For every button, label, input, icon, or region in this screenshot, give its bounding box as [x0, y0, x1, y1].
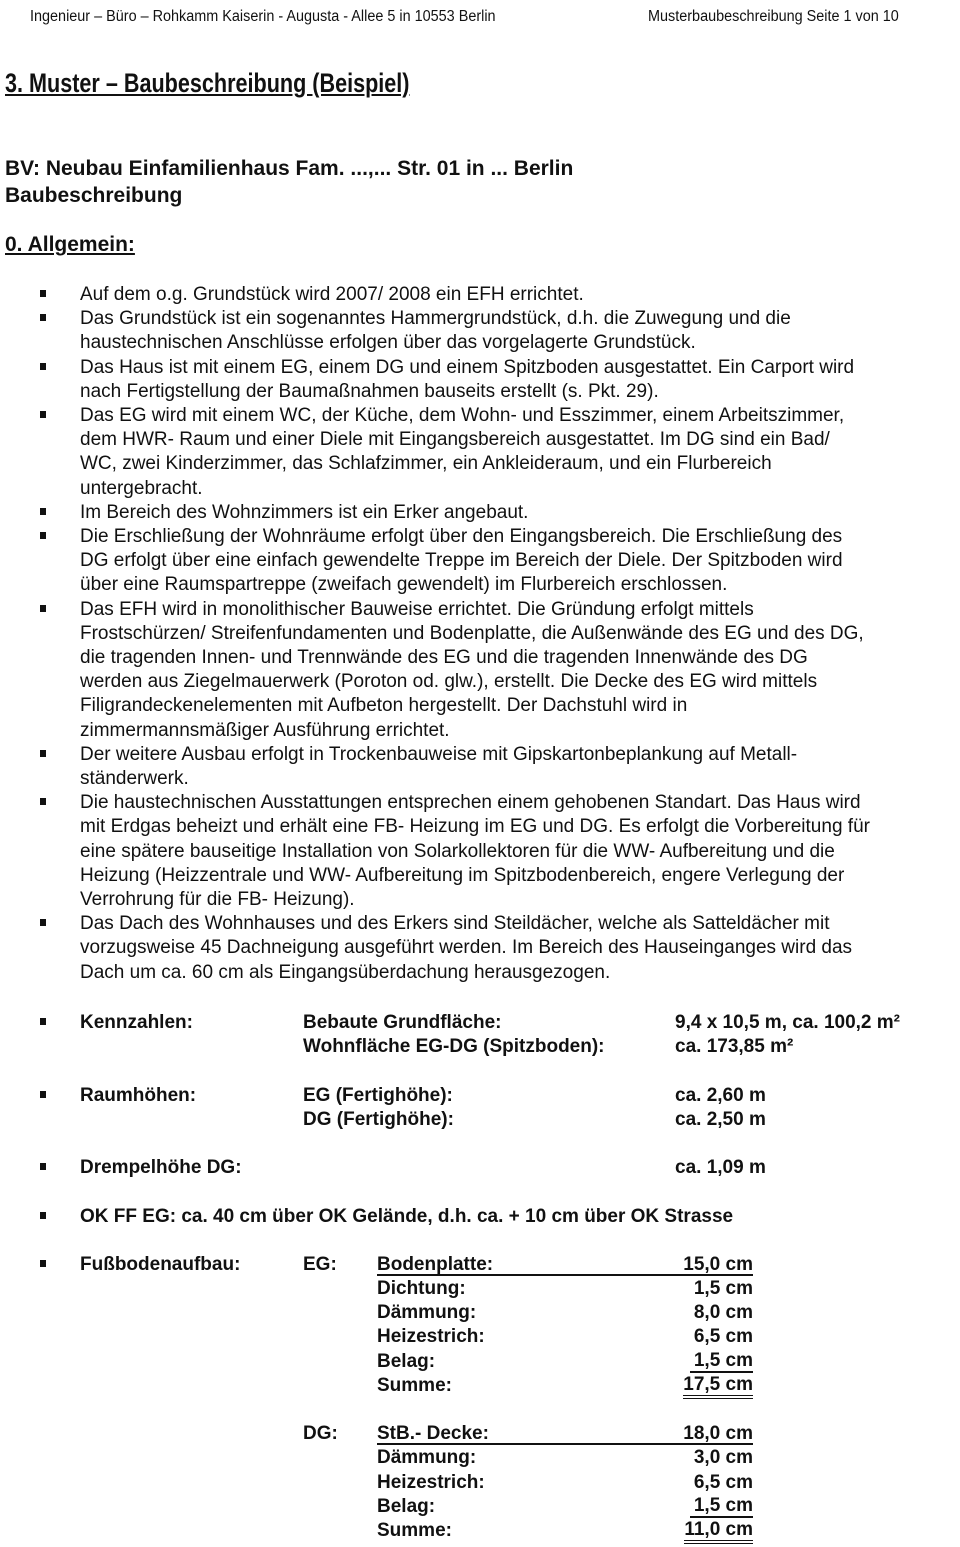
drempel-row [0, 1156, 960, 1180]
section-heading: 0. Allgemein: [5, 233, 135, 256]
key-figures [0, 1011, 960, 1543]
floor-row [0, 1325, 960, 1349]
layer-value: 1,5 cm [693, 1278, 753, 1300]
project-title: BV: Neubau Einfamilienhaus Fam. ...,... Str. 01 in ... Berlin [5, 157, 574, 180]
layer-value: 1,5 cm [690, 1495, 753, 1518]
floor-row [0, 1422, 960, 1446]
layer-name: Belag: [377, 1350, 436, 1372]
raumhoehen-row [0, 1108, 960, 1132]
header-right: Musterbaubeschreibung Seite 1 von 10 [648, 8, 899, 25]
bullet-line: WC, zwei Kinderzimmer, das Schlafzimmer, ein Ankleideraum, und ein Flurbereich [80, 453, 772, 475]
layer-name: Heizestrich: [377, 1471, 485, 1493]
layer-name: Dämmung: [377, 1447, 477, 1469]
bullet-line: Die Erschließung der Wohnräume erfolgt über den Eingangsbereich. Die Erschließung des [80, 526, 843, 548]
layer-name: Summe: [377, 1519, 452, 1541]
fact-value: ca. 2,50 m [675, 1108, 766, 1130]
bullet-line: Das EG wird mit einem WC, der Küche, dem Wohn- und Esszimmer, einem Arbeitszimmer, [80, 405, 845, 427]
layer-value: 17,5 cm [683, 1374, 753, 1399]
bullet-line: über eine Raumspartreppe (zweifach gewendelt) im Flurbereich erschlossen. [80, 574, 728, 596]
layer-value: 8,0 cm [693, 1302, 753, 1324]
raumhoehen-row [0, 1084, 960, 1108]
floor-row [0, 1471, 960, 1495]
layer-value: 11,0 cm [684, 1519, 753, 1544]
floor-row [0, 1495, 960, 1519]
floor-level-label: DG: [303, 1423, 338, 1445]
layer-row [377, 1422, 753, 1445]
layer-row [377, 1350, 753, 1373]
bullet-line: haustechnischen Anschlüsse erfolgen über das vorgelagerte Grundstück. [80, 332, 696, 354]
bullet-icon [40, 532, 46, 539]
bullet-icon [40, 919, 46, 926]
layer-value: 15,0 cm [683, 1253, 753, 1275]
bullet-icon [40, 1091, 46, 1098]
bullet-icon [40, 798, 46, 805]
layer-value: 6,5 cm [693, 1471, 753, 1493]
floor-row [0, 1350, 960, 1374]
floor-row [0, 1374, 960, 1398]
bullet-icon [40, 363, 46, 370]
bullet-icon [40, 1260, 46, 1267]
drempel-value: ca. 1,09 m [675, 1157, 766, 1179]
bullet-line: eine spätere bauseitige Installation von Solarkollektoren für die WW- Aufbereitung und die [80, 840, 835, 862]
layer-row [377, 1301, 753, 1324]
layer-name: Dämmung: [377, 1302, 477, 1324]
floor-row [0, 1301, 960, 1325]
floor-row [0, 1253, 960, 1277]
fact-value: ca. 173,85 m² [675, 1036, 794, 1058]
layer-value: 1,5 cm [690, 1350, 753, 1373]
layer-row [377, 1446, 753, 1469]
bullet-item [0, 356, 960, 404]
layer-value: 6,5 cm [693, 1326, 753, 1348]
bullet-line: Frostschürzen/ Streifenfundamenten und Bodenplatte, die Außenwände des EG und des DG, [80, 622, 864, 644]
fact-name: EG (Fertighöhe): [303, 1084, 453, 1106]
bullet-line: Der weitere Ausbau erfolgt in Trockenbauweise mit Gipskartonbeplankung auf Metall- [80, 743, 798, 765]
bullet-icon [40, 1212, 46, 1219]
bullet-list [0, 283, 960, 985]
floor-buildup [0, 1253, 960, 1543]
bullet-line: mit Erdgas beheizt und erhält eine FB- Heizung im EG und DG. Es erfolgt die Vorbereitung für [80, 816, 870, 838]
okff-text: OK FF EG: ca. 40 cm über OK Gelände, d.h. ca. + 10 cm über OK Strasse [80, 1205, 734, 1227]
layer-name: StB.- Decke: [377, 1423, 489, 1445]
bullet-line: Das Grundstück ist ein sogenanntes Hammergrundstück, d.h. die Zuwegung und die [80, 308, 791, 330]
fact-value: 9,4 x 10,5 m, ca. 100,2 m² [675, 1012, 900, 1033]
bullet-line: die tragenden Innen- und Trennwände des EG und die tragenden Innenwände des DG [80, 647, 808, 669]
kennzahlen-row [0, 1035, 960, 1059]
bullet-item [0, 283, 960, 307]
fact-name: Wohnfläche EG-DG (Spitzboden): [303, 1036, 605, 1058]
bullet-item [0, 912, 960, 985]
bullet-icon [40, 314, 46, 321]
bullet-icon [40, 1018, 46, 1025]
bullet-icon [40, 750, 46, 757]
bullet-item [0, 307, 960, 355]
bullet-icon [40, 1163, 46, 1170]
bullet-line: Das Haus ist mit einem EG, einem DG und einem Spitzboden ausgestattet. Ein Carport wird [80, 356, 855, 378]
bullet-line: werden aus Ziegelmauerwerk (Poroton od. glw.), erstellt. Die Decke des EG wird mittels [80, 671, 818, 693]
bullet-icon [40, 508, 46, 515]
layer-row [377, 1277, 753, 1300]
bullet-line: Verrohrung für die FB- Heizung). [80, 889, 355, 911]
bullet-line: zimmermannsmäßiger Ausführung errichtet. [80, 719, 450, 741]
bullet-line: DG erfolgt über eine einfach gewendelte Treppe im Bereich der Diele. Der Spitzboden wird [80, 550, 843, 572]
layer-name: Summe: [377, 1374, 452, 1396]
bullet-item [0, 501, 960, 525]
layer-row [377, 1325, 753, 1348]
bullet-line: Dach um ca. 60 cm als Eingangsüberdachung herausgezogen. [80, 961, 611, 983]
subtitle: Baubeschreibung [5, 184, 183, 207]
bullet-line: Das Dach des Wohnhauses und des Erkers sind Steildächer, welche als Satteldächer mit [80, 913, 830, 935]
floor-level-label: EG: [303, 1253, 337, 1275]
layer-row [377, 1495, 753, 1518]
bullet-item [0, 598, 960, 743]
fact-name: Bebaute Grundfläche: [303, 1012, 502, 1033]
bullet-line: Im Bereich des Wohnzimmers ist ein Erker angebaut. [80, 501, 529, 523]
bullet-line: dem HWR- Raum und einer Diele mit Eingangsbereich ausgestattet. Im DG sind ein Bad/ [80, 429, 830, 451]
bullet-icon [40, 411, 46, 418]
floor-label: Fußbodenaufbau: [80, 1253, 241, 1275]
layer-name: Belag: [377, 1495, 436, 1517]
layer-value: 18,0 cm [683, 1423, 753, 1445]
layer-row [377, 1374, 753, 1397]
bullet-line: ständerwerk. [80, 768, 189, 790]
bullet-item [0, 743, 960, 791]
layer-name: Dichtung: [377, 1278, 466, 1300]
floor-row [0, 1519, 960, 1543]
bullet-line: Die haustechnischen Ausstattungen entsprechen einem gehobenen Standart. Das Haus wird [80, 792, 861, 814]
fact-name: DG (Fertighöhe): [303, 1108, 454, 1130]
bullet-line: untergebracht. [80, 477, 203, 499]
bullet-line: Auf dem o.g. Grundstück wird 2007/ 2008 ein EFH errichtet. [80, 284, 584, 305]
layer-row [377, 1253, 753, 1276]
page-title: 3. Muster – Baubeschreibung (Beispiel) [5, 68, 410, 98]
okff-row [0, 1205, 960, 1229]
bullet-line: vorzugsweise 45 Dachneigung ausgeführt werden. Im Bereich des Hauseinganges wird das [80, 937, 853, 959]
kennzahlen-row [0, 1011, 960, 1035]
layer-row [377, 1519, 753, 1542]
bullet-line: Das EFH wird in monolithischer Bauweise errichtet. Die Gründung erfolgt mittels [80, 598, 754, 620]
bullet-line: nach Fertigstellung der Baumaßnahmen bauseits erstellt (s. Pkt. 29). [80, 380, 659, 402]
bullet-line: Filigrandeckenelementen mit Aufbeton hergestellt. Der Dachstuhl wird in [80, 695, 688, 717]
layer-row [377, 1471, 753, 1494]
floor-row [0, 1277, 960, 1301]
bullet-item [0, 404, 960, 501]
bullet-line: Heizung (Heizzentrale und WW- Aufbereitung im Spitzbodenbereich, engere Verlegung der [80, 864, 845, 886]
layer-name: Bodenplatte: [377, 1253, 494, 1275]
header-left: Ingenieur – Büro – Rohkamm Kaiserin - Augusta - Allee 5 in 10553 Berlin [30, 8, 496, 25]
raumhoehen-label: Raumhöhen: [80, 1084, 197, 1106]
layer-name: Heizestrich: [377, 1326, 485, 1348]
fact-value: ca. 2,60 m [675, 1084, 766, 1106]
kennzahlen-label: Kennzahlen: [80, 1012, 193, 1033]
bullet-item [0, 525, 960, 598]
bullet-icon [40, 290, 46, 297]
drempel-label: Drempelhöhe DG: [80, 1157, 242, 1179]
layer-value: 3,0 cm [693, 1447, 753, 1469]
bullet-item [0, 791, 960, 912]
floor-row [0, 1446, 960, 1470]
bullet-icon [40, 605, 46, 612]
